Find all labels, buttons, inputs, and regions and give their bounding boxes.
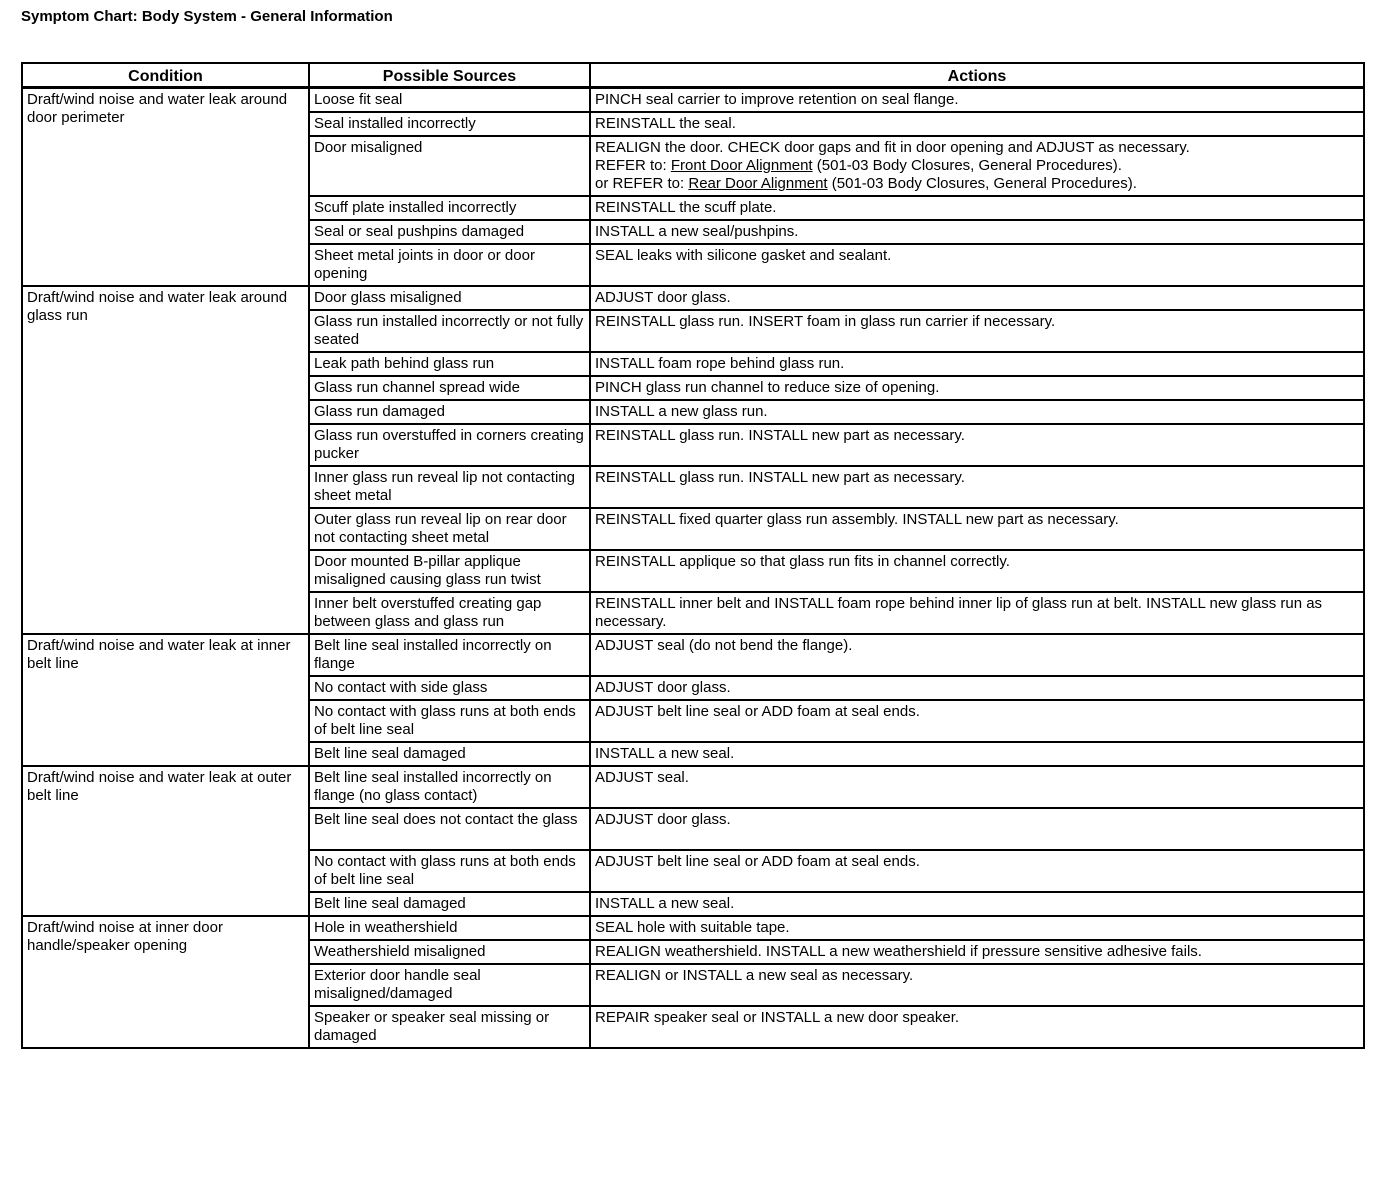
action-cell: ADJUST belt line seal or ADD foam at seal ends. bbox=[591, 851, 1365, 893]
front-door-alignment-link[interactable]: Front Door Alignment bbox=[670, 157, 813, 174]
reference-suffix: (501-03 Body Closures, General Procedures). bbox=[812, 157, 1122, 174]
source-cell: Belt line seal damaged bbox=[310, 893, 591, 917]
rear-door-alignment-link[interactable]: Rear Door Alignment bbox=[688, 175, 828, 192]
action-cell: PINCH seal carrier to improve retention on seal flange. bbox=[591, 89, 1365, 113]
source-cell: No contact with glass runs at both ends of belt line seal bbox=[310, 851, 591, 893]
source-cell: Belt line seal installed incorrectly on flange (no glass contact) bbox=[310, 767, 591, 809]
action-text: REALIGN the door. CHECK door gaps and fit in door opening and ADJUST as necessary. bbox=[595, 139, 1190, 156]
source-cell: Belt line seal does not contact the glass bbox=[310, 809, 591, 851]
source-cell: Belt line seal installed incorrectly on flange bbox=[310, 635, 591, 677]
header-condition: Condition bbox=[23, 64, 310, 89]
condition-cell: Draft/wind noise and water leak at outer belt line bbox=[23, 767, 310, 917]
action-cell: REPAIR speaker seal or INSTALL a new door speaker. bbox=[591, 1007, 1365, 1049]
source-cell: Glass run installed incorrectly or not fully seated bbox=[310, 311, 591, 353]
action-cell: REINSTALL the seal. bbox=[591, 113, 1365, 137]
header-actions: Actions bbox=[591, 64, 1365, 89]
action-cell: INSTALL a new seal/pushpins. bbox=[591, 221, 1365, 245]
table-row bbox=[23, 917, 1365, 941]
header-possible-sources: Possible Sources bbox=[310, 64, 591, 89]
source-cell: Seal installed incorrectly bbox=[310, 113, 591, 137]
source-cell: Belt line seal damaged bbox=[310, 743, 591, 767]
action-cell: ADJUST belt line seal or ADD foam at seal ends. bbox=[591, 701, 1365, 743]
table-row bbox=[23, 635, 1365, 677]
symptom-chart-table bbox=[21, 62, 1365, 1049]
action-cell bbox=[591, 137, 1365, 197]
action-cell: REALIGN or INSTALL a new seal as necessary. bbox=[591, 965, 1365, 1007]
action-cell: SEAL leaks with silicone gasket and sealant. bbox=[591, 245, 1365, 287]
reference-suffix: (501-03 Body Closures, General Procedures). bbox=[827, 175, 1137, 192]
action-cell: ADJUST seal (do not bend the flange). bbox=[591, 635, 1365, 677]
condition-cell: Draft/wind noise at inner door handle/speaker opening bbox=[23, 917, 310, 1049]
action-cell: ADJUST seal. bbox=[591, 767, 1365, 809]
source-cell: Sheet metal joints in door or door opening bbox=[310, 245, 591, 287]
source-cell: Scuff plate installed incorrectly bbox=[310, 197, 591, 221]
condition-cell: Draft/wind noise and water leak around glass run bbox=[23, 287, 310, 635]
reference-line bbox=[595, 157, 1359, 175]
source-cell: Exterior door handle seal misaligned/damaged bbox=[310, 965, 591, 1007]
action-cell: REINSTALL the scuff plate. bbox=[591, 197, 1365, 221]
page-title: Symptom Chart: Body System - General Information bbox=[21, 8, 393, 25]
action-cell: REINSTALL glass run. INSTALL new part as necessary. bbox=[591, 467, 1365, 509]
action-cell: REINSTALL glass run. INSERT foam in glass run carrier if necessary. bbox=[591, 311, 1365, 353]
source-cell: Outer glass run reveal lip on rear door not contacting sheet metal bbox=[310, 509, 591, 551]
action-cell: INSTALL a new seal. bbox=[591, 743, 1365, 767]
reference-prefix: or REFER to: bbox=[595, 175, 689, 192]
action-cell: INSTALL foam rope behind glass run. bbox=[591, 353, 1365, 377]
action-cell: PINCH glass run channel to reduce size of opening. bbox=[591, 377, 1365, 401]
source-cell: Door misaligned bbox=[310, 137, 591, 197]
table-row bbox=[23, 767, 1365, 809]
source-cell: Loose fit seal bbox=[310, 89, 591, 113]
source-cell: Glass run damaged bbox=[310, 401, 591, 425]
table-row bbox=[23, 89, 1365, 113]
table-row bbox=[23, 287, 1365, 311]
source-cell: Seal or seal pushpins damaged bbox=[310, 221, 591, 245]
action-cell: INSTALL a new glass run. bbox=[591, 401, 1365, 425]
action-cell: REINSTALL glass run. INSTALL new part as necessary. bbox=[591, 425, 1365, 467]
source-cell: Hole in weathershield bbox=[310, 917, 591, 941]
action-cell: ADJUST door glass. bbox=[591, 677, 1365, 701]
source-cell: Leak path behind glass run bbox=[310, 353, 591, 377]
condition-cell: Draft/wind noise and water leak around door perimeter bbox=[23, 89, 310, 287]
source-cell: Weathershield misaligned bbox=[310, 941, 591, 965]
source-cell: Door glass misaligned bbox=[310, 287, 591, 311]
source-cell: Inner glass run reveal lip not contacting sheet metal bbox=[310, 467, 591, 509]
action-cell: REINSTALL applique so that glass run fits in channel correctly. bbox=[591, 551, 1365, 593]
action-cell: SEAL hole with suitable tape. bbox=[591, 917, 1365, 941]
source-cell: No contact with glass runs at both ends of belt line seal bbox=[310, 701, 591, 743]
source-cell: Glass run overstuffed in corners creating pucker bbox=[310, 425, 591, 467]
action-cell: REALIGN weathershield. INSTALL a new weathershield if pressure sensitive adhesive fails. bbox=[591, 941, 1365, 965]
action-cell: REINSTALL inner belt and INSTALL foam rope behind inner lip of glass run at belt. INSTALL new glass run as necessary. bbox=[591, 593, 1365, 635]
source-cell: Glass run channel spread wide bbox=[310, 377, 591, 401]
source-cell: No contact with side glass bbox=[310, 677, 591, 701]
source-cell: Inner belt overstuffed creating gap between glass and glass run bbox=[310, 593, 591, 635]
reference-prefix: REFER to: bbox=[595, 157, 671, 174]
action-cell: INSTALL a new seal. bbox=[591, 893, 1365, 917]
condition-cell: Draft/wind noise and water leak at inner belt line bbox=[23, 635, 310, 767]
action-cell: REINSTALL fixed quarter glass run assembly. INSTALL new part as necessary. bbox=[591, 509, 1365, 551]
action-cell: ADJUST door glass. bbox=[591, 809, 1365, 851]
header-row bbox=[23, 64, 1365, 89]
reference-line bbox=[595, 175, 1359, 193]
source-cell: Speaker or speaker seal missing or damaged bbox=[310, 1007, 591, 1049]
source-cell: Door mounted B-pillar applique misaligned causing glass run twist bbox=[310, 551, 591, 593]
action-cell: ADJUST door glass. bbox=[591, 287, 1365, 311]
